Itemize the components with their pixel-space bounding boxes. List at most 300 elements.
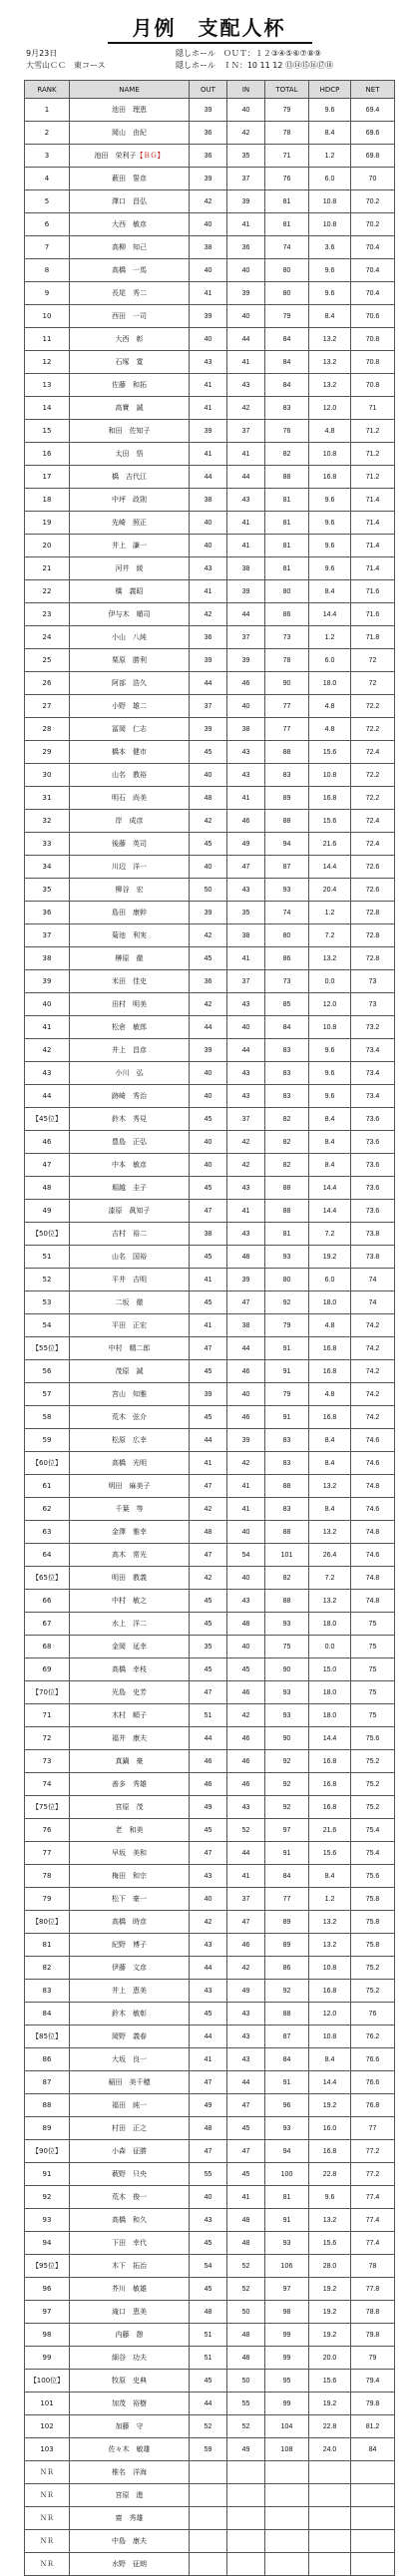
cell-total (265, 190, 309, 213)
out-value: 46 (204, 1780, 212, 1788)
out-value: 43 (204, 2216, 212, 2224)
cell-in (227, 672, 265, 695)
cell-hdcp (309, 626, 351, 649)
cell-hdcp (309, 2301, 351, 2324)
cell-in (227, 2301, 265, 2324)
out-value: 47 (204, 2078, 212, 2086)
net-value: 70.8 (365, 358, 380, 366)
cell-net (351, 2484, 395, 2507)
cell-out (190, 1429, 227, 1452)
cell-in (227, 2255, 265, 2278)
cell-rank (25, 1911, 70, 1934)
cell-name (70, 2370, 190, 2392)
cell-total (265, 2347, 309, 2370)
out-value: 41 (204, 1459, 212, 1467)
cell-in (227, 879, 265, 902)
rank-value: 【80位】 (32, 1918, 62, 1926)
name-value: 明田 教義 (112, 1574, 147, 1582)
cell-in (227, 2438, 265, 2461)
cell-name (70, 672, 190, 695)
net-value: 77.2 (365, 2147, 380, 2155)
cell-in (227, 1934, 265, 1957)
in-value: 41 (241, 519, 250, 527)
cell-hdcp (309, 2484, 351, 2507)
cell-in (227, 328, 265, 351)
table-row (25, 2140, 395, 2163)
total-value: 84 (282, 358, 291, 366)
total-value: 85 (282, 1000, 291, 1008)
table-row (25, 856, 395, 879)
net-value: 75.2 (365, 1803, 380, 1811)
cell-in (227, 466, 265, 489)
cell-out (190, 1383, 227, 1406)
total-value: 92 (282, 1757, 291, 1765)
cell-in (227, 1314, 265, 1337)
total-value: 91 (282, 2216, 291, 2224)
cell-total (265, 145, 309, 168)
table-row (25, 1957, 395, 1980)
cell-total (265, 1750, 309, 1773)
cell-hdcp (309, 99, 351, 122)
name-value: 中本 敏彦 (112, 1161, 147, 1169)
rank-value: 57 (42, 1390, 52, 1398)
net-value: 78 (368, 2262, 377, 2270)
cell-rank (25, 2278, 70, 2301)
cell-name (70, 1613, 190, 1636)
name-value: 松原 広幸 (112, 1436, 147, 1444)
cell-total (265, 833, 309, 856)
cell-net (351, 649, 395, 672)
net-value: 70.4 (365, 243, 380, 251)
cell-total (265, 1291, 309, 1314)
cell-in (227, 1498, 265, 1521)
net-value: 74.6 (365, 1505, 380, 1513)
out-value: 47 (204, 1207, 212, 1215)
cell-hdcp (309, 2438, 351, 2461)
results-table (24, 80, 395, 2576)
total-value: 75 (282, 1643, 291, 1651)
name-value: 下田 幸代 (112, 2239, 147, 2247)
hdcp-value: 15.0 (322, 1665, 337, 1673)
hdcp-value: 7.2 (324, 1230, 335, 1238)
cell-in (227, 2163, 265, 2186)
cell-in (227, 603, 265, 626)
cell-out (190, 741, 227, 764)
in-value: 48 (241, 2331, 250, 2339)
net-value: 71.6 (365, 587, 380, 595)
table-row (25, 1429, 395, 1452)
cell-net (351, 2461, 395, 2484)
cell-net (351, 1154, 395, 1177)
cell-out (190, 764, 227, 787)
hdcp-value: 22.8 (322, 2422, 337, 2430)
cell-name (70, 1681, 190, 1704)
hdcp-value: 14.4 (322, 1184, 337, 1192)
net-value: 72.6 (365, 886, 380, 894)
cell-out (190, 145, 227, 168)
rank-value: 14 (42, 404, 52, 412)
hdcp-value: 13.2 (322, 1528, 337, 1536)
cell-rank (25, 1429, 70, 1452)
cell-name (70, 2094, 190, 2117)
cell-name (70, 145, 190, 168)
total-value: 81 (282, 220, 291, 228)
total-value: 96 (282, 2101, 291, 2109)
rank-value: 47 (42, 1161, 52, 1169)
net-value: 79 (368, 2354, 377, 2362)
cell-out (190, 626, 227, 649)
total-value: 93 (282, 2124, 291, 2132)
rank-value: 【90位】 (32, 2147, 62, 2155)
cell-name (70, 2163, 190, 2186)
rank-value: 74 (42, 1780, 52, 1788)
name-value: 中島 康夫 (112, 2537, 147, 2545)
hdcp-value: 15.6 (322, 748, 337, 756)
hdcp-value: 19.2 (322, 2101, 337, 2109)
cell-name (70, 168, 190, 190)
out-value: 44 (204, 1734, 212, 1742)
hdcp-value: 26.4 (322, 1551, 337, 1559)
hdcp-value: 8.4 (324, 587, 335, 595)
cell-total (265, 1865, 309, 1888)
net-value: 79.8 (365, 2399, 380, 2407)
cell-out (190, 1842, 227, 1865)
cell-total (265, 443, 309, 466)
hdcp-value: 19.2 (322, 1253, 337, 1261)
cell-out (190, 902, 227, 924)
cell-rank (25, 1636, 70, 1658)
cell-total (265, 328, 309, 351)
out-value: 45 (204, 1620, 212, 1628)
cell-net (351, 2255, 395, 2278)
name-value: 長尾 秀二 (112, 289, 147, 297)
cell-rank (25, 2553, 70, 2576)
table-row (25, 1246, 395, 1269)
net-value: 72 (368, 656, 377, 664)
cell-hdcp (309, 1108, 351, 1131)
table-row (25, 1406, 395, 1429)
rank-value: 11 (42, 335, 52, 343)
rank-value: 23 (42, 610, 52, 618)
name-value: 岡野 義春 (112, 2032, 147, 2040)
table-row (25, 2094, 395, 2117)
total-value: 93 (282, 1711, 291, 1719)
cell-hdcp (309, 879, 351, 902)
cell-name (70, 1842, 190, 1865)
cell-name (70, 1544, 190, 1567)
in-value: 39 (241, 587, 250, 595)
cell-hdcp (309, 1888, 351, 1911)
out-value: 45 (204, 1826, 212, 1834)
cell-out (190, 1337, 227, 1360)
out-value: 51 (204, 1711, 212, 1719)
cell-in (227, 1636, 265, 1658)
cell-out (190, 1681, 227, 1704)
rank-value: 93 (42, 2216, 52, 2224)
rank-value: ＮＲ (40, 2491, 54, 2499)
out-value: 45 (204, 1665, 212, 1673)
cell-name (70, 2071, 190, 2094)
total-value: 84 (282, 381, 291, 389)
total-value: 82 (282, 450, 291, 458)
cell-total (265, 879, 309, 902)
rank-value: 78 (42, 1872, 52, 1880)
col-rank: RANK (25, 81, 70, 99)
out-value: 39 (204, 909, 212, 917)
out-value: 55 (204, 2170, 212, 2178)
cell-out (190, 1246, 227, 1269)
cell-net (351, 2003, 395, 2025)
hdcp-value: 28.0 (322, 2262, 337, 2270)
cell-out (190, 1314, 227, 1337)
name-value: 水野 征朗 (112, 2560, 147, 2568)
name-value: 善多 秀雄 (112, 1780, 147, 1788)
cell-hdcp (309, 2209, 351, 2232)
rank-value: 4 (44, 175, 50, 183)
rank-value: 31 (42, 794, 52, 802)
cell-name (70, 1062, 190, 1085)
rank-value: 66 (42, 1597, 52, 1605)
net-value: 70 (368, 175, 377, 183)
cell-name (70, 2278, 190, 2301)
cell-in (227, 420, 265, 443)
cell-in (227, 1269, 265, 1291)
cell-rank (25, 1223, 70, 1246)
rank-value: 96 (42, 2285, 52, 2293)
cell-rank (25, 1980, 70, 2003)
cell-rank (25, 1269, 70, 1291)
out-value: 40 (204, 863, 212, 871)
cell-name (70, 2025, 190, 2048)
cell-hdcp (309, 1842, 351, 1865)
cell-hdcp (309, 466, 351, 489)
table-row (25, 1154, 395, 1177)
cell-net (351, 1957, 395, 1980)
in-value: 37 (241, 427, 250, 435)
cell-net (351, 557, 395, 580)
rank-value: 73 (42, 1757, 52, 1765)
table-row (25, 535, 395, 557)
cell-total (265, 1636, 309, 1658)
cell-rank (25, 535, 70, 557)
cell-out (190, 2117, 227, 2140)
in-value: 41 (241, 954, 250, 962)
cell-name (70, 122, 190, 145)
out-value: 42 (204, 1505, 212, 1513)
cell-hdcp (309, 2071, 351, 2094)
cell-in (227, 649, 265, 672)
hdcp-value: 1.2 (324, 909, 335, 917)
cell-name (70, 190, 190, 213)
rank-value: 1 (44, 106, 50, 114)
cell-hdcp (309, 764, 351, 787)
in-value: 50 (241, 2308, 250, 2316)
name-value: 豊島 正弘 (112, 1138, 147, 1146)
cell-net (351, 2094, 395, 2117)
out-value: 41 (204, 450, 212, 458)
cell-total (265, 1911, 309, 1934)
in-value: 37 (241, 977, 250, 985)
table-row (25, 1865, 395, 1888)
name-value: 田村 明美 (112, 1000, 147, 1008)
cell-hdcp (309, 1567, 351, 1590)
total-value: 89 (282, 1918, 291, 1926)
cell-out (190, 2370, 227, 2392)
total-value: 84 (282, 335, 291, 343)
cell-in (227, 1567, 265, 1590)
cell-rank (25, 2094, 70, 2117)
table-row (25, 1934, 395, 1957)
total-value: 90 (282, 1665, 291, 1673)
out-value: 40 (204, 2193, 212, 2201)
out-value: 47 (204, 1849, 212, 1857)
total-value: 81 (282, 197, 291, 205)
cell-name (70, 1819, 190, 1842)
name-value: 佐々木 敏雄 (108, 2445, 151, 2453)
total-value: 84 (282, 2055, 291, 2063)
cell-hdcp (309, 489, 351, 512)
in-value: 40 (241, 1574, 250, 1582)
cell-in (227, 993, 265, 1016)
cell-total (265, 1681, 309, 1704)
out-value: 43 (204, 1872, 212, 1880)
cell-out (190, 1269, 227, 1291)
cell-name (70, 2048, 190, 2071)
name-value: 平井 吉明 (112, 1276, 147, 1284)
name-value: 平田 正宏 (112, 1321, 147, 1329)
rank-value: 36 (42, 909, 52, 917)
cell-total (265, 420, 309, 443)
hdcp-value: 16.8 (322, 2147, 337, 2155)
cell-total (265, 1039, 309, 1062)
in-value: 41 (241, 1872, 250, 1880)
cell-out (190, 810, 227, 833)
net-value: 71.8 (365, 633, 380, 641)
name-value: 二坂 徹 (115, 1298, 144, 1306)
in-value: 52 (241, 2262, 250, 2270)
hdcp-value: 24.0 (322, 2445, 337, 2453)
in-value: 40 (241, 1643, 250, 1651)
in-value: 46 (241, 1688, 250, 1696)
cell-rank (25, 2071, 70, 2094)
out-value: 39 (204, 725, 212, 733)
in-value: 55 (241, 2399, 250, 2407)
rank-value: 86 (42, 2055, 52, 2063)
in-value: 42 (241, 1711, 250, 1719)
cell-rank (25, 397, 70, 420)
cell-rank (25, 1544, 70, 1567)
cell-net (351, 305, 395, 328)
out-value: 47 (204, 1551, 212, 1559)
total-value: 77 (282, 725, 291, 733)
cell-out (190, 718, 227, 741)
net-value: 71.2 (365, 473, 380, 481)
cell-total (265, 1154, 309, 1177)
net-value: 77.4 (365, 2239, 380, 2247)
name-value: 中村 精二郎 (108, 1344, 151, 1352)
table-row (25, 2048, 395, 2071)
cell-rank (25, 2025, 70, 2048)
rank-value: ＮＲ (40, 2468, 54, 2476)
cell-in (227, 489, 265, 512)
hdcp-value: 16.8 (322, 1344, 337, 1352)
table-row (25, 695, 395, 718)
cell-name (70, 902, 190, 924)
cell-name (70, 1246, 190, 1269)
rank-value: 51 (42, 1253, 52, 1261)
cell-rank (25, 1727, 70, 1750)
cell-total (265, 626, 309, 649)
cell-out (190, 122, 227, 145)
cell-rank (25, 649, 70, 672)
rank-value: 99 (42, 2354, 52, 2362)
table-row (25, 1750, 395, 1773)
cell-net (351, 2438, 395, 2461)
cell-name (70, 787, 190, 810)
total-value: 82 (282, 1115, 291, 1123)
table-row (25, 1452, 395, 1475)
table-row (25, 810, 395, 833)
cell-rank (25, 2117, 70, 2140)
net-value: 75.4 (365, 1849, 380, 1857)
hdcp-value: 14.4 (322, 610, 337, 618)
cell-in (227, 764, 265, 787)
cell-net (351, 1498, 395, 1521)
total-value: 97 (282, 2285, 291, 2293)
cell-hdcp (309, 2048, 351, 2071)
cell-rank (25, 1704, 70, 1727)
in-value: 39 (241, 289, 250, 297)
hdcp-value: 3.6 (324, 243, 335, 251)
cell-in (227, 1383, 265, 1406)
cell-net (351, 1727, 395, 1750)
out-value: 45 (204, 1413, 212, 1421)
cell-total (265, 787, 309, 810)
table-row (25, 1085, 395, 1108)
name-value: 高橋 時彦 (112, 1918, 147, 1926)
table-row (25, 1498, 395, 1521)
total-value: 86 (282, 954, 291, 962)
cell-in (227, 1658, 265, 1681)
cell-hdcp (309, 1016, 351, 1039)
name-value: 岡山 由紀 (112, 129, 147, 137)
total-value: 99 (282, 2354, 291, 2362)
cell-name (70, 1521, 190, 1544)
total-value: 81 (282, 2193, 291, 2201)
net-value: 77.4 (365, 2216, 380, 2224)
rank-value: 49 (42, 1207, 52, 1215)
in-value: 46 (241, 1941, 250, 1949)
cell-in (227, 1108, 265, 1131)
cell-name (70, 2553, 190, 2576)
net-value: 75 (368, 1620, 377, 1628)
cell-rank (25, 1658, 70, 1681)
name-value: 老 和美 (115, 1826, 144, 1834)
table-row (25, 259, 395, 282)
cell-hdcp (309, 145, 351, 168)
out-value: 45 (204, 2285, 212, 2293)
hdcp-value: 20.0 (322, 2354, 337, 2362)
net-value: 77.4 (365, 2193, 380, 2201)
table-row (25, 649, 395, 672)
cell-rank (25, 2209, 70, 2232)
rank-value: 94 (42, 2239, 52, 2247)
out-value: 44 (204, 1964, 212, 1972)
table-row (25, 2507, 395, 2530)
cell-hdcp (309, 190, 351, 213)
cell-total (265, 1360, 309, 1383)
cell-rank (25, 2048, 70, 2071)
